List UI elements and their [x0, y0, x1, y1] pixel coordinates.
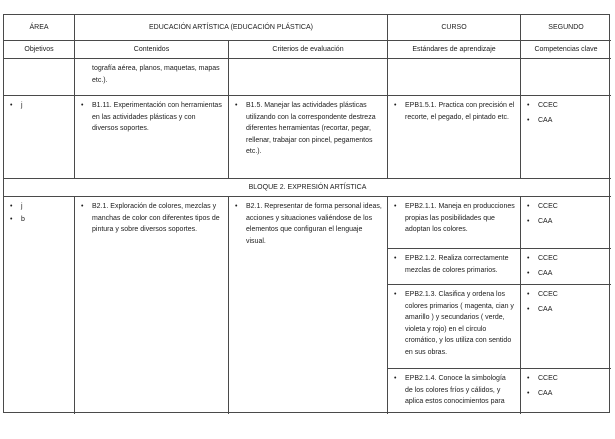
- carryover-estandares-cell: [388, 59, 521, 96]
- header-criterios: Criterios de evaluación: [229, 41, 388, 59]
- b2-contenidos-cell: [75, 197, 229, 414]
- carryover-competencias-cell: [521, 59, 611, 96]
- estandar-cell: [388, 369, 521, 414]
- competencias-cell: [521, 369, 611, 414]
- b1-estandares-cell: [388, 96, 521, 179]
- header-area: ÁREA: [4, 15, 75, 41]
- objetivo-item: • b: [9, 214, 69, 226]
- estandar-item: • EPB2.1.4. Conoce la simbología de los colores fríos y cálidos, y aplica estos conocimientos para: [393, 373, 515, 408]
- estandar-cell: [388, 249, 521, 285]
- b1-objetivos-cell: [4, 96, 75, 179]
- competencia-item: • CCEC: [526, 100, 606, 112]
- header-contenidos: Contenidos: [75, 41, 229, 59]
- carryover-contenidos-text: tografía aérea, planos, maquetas, mapas etc.).: [92, 65, 220, 84]
- objetivo-item: • j: [9, 100, 69, 112]
- criterio-item: • B2.1. Representar de forma personal ideas, acciones y situaciones valiéndose de los elementos que configuran el lenguaje visual.: [234, 201, 382, 247]
- competencias-cell: [521, 285, 611, 369]
- estandar-item: • EPB2.1.2. Realiza correctamente mezclas de colores primarios.: [393, 253, 515, 276]
- competencia-item: • CCEC: [526, 373, 606, 385]
- estandar-item: • EPB2.1.3. Clasifica y ordena los colores primarios ( magenta, cian y amarillo ) y secundarios ( verde, violeta y rojo) en el círculo cromático, y los utiliza con sentido en sus obras.: [393, 289, 515, 358]
- competencias-cell: [521, 197, 611, 249]
- competencia-item: • CCEC: [526, 201, 606, 213]
- curriculum-table: [3, 14, 610, 413]
- estandar-cell: [388, 197, 521, 249]
- carryover-contenidos-cell: [75, 59, 229, 96]
- competencia-item: • CCEC: [526, 289, 606, 301]
- header-nivel: SEGUNDO: [521, 15, 611, 41]
- b1-contenidos-cell: [75, 96, 229, 179]
- criterio-item: • B1.5. Manejar las actividades plásticas utilizando con la correspondente destreza diferentes herramientas (recortar, pegar, rellenar, trabajar con pincel, pegamentos etc.).: [234, 100, 382, 158]
- header-curso: CURSO: [388, 15, 521, 41]
- objetivo-item: • j: [9, 201, 69, 213]
- competencia-item: • CCEC: [526, 253, 606, 265]
- b1-criterios-cell: [229, 96, 388, 179]
- b2-estandares-grid: [388, 197, 611, 414]
- estandar-cell: [388, 285, 521, 369]
- contenido-item: • B2.1. Exploración de colores, mezclas y manchas de color con diferentes tipos de pintura y sobre diversos soportes.: [80, 201, 223, 236]
- estandar-item: • EPB2.1.1. Maneja en producciones propias las posibilidades que adoptan los colores.: [393, 201, 515, 236]
- b2-criterios-cell: [229, 197, 388, 414]
- estandar-item: • EPB1.5.1. Practica con precisión el recorte, el pegado, el pintado etc.: [393, 100, 515, 123]
- header-competencias: Competencias clave: [521, 41, 611, 59]
- contenido-item: • B1.11. Experimentación con herramientas en las actividades plásticas y con diversos soportes.: [80, 100, 223, 135]
- header-objetivos: Objetivos: [4, 41, 75, 59]
- competencia-item: • CAA: [526, 304, 606, 316]
- carryover-criterios-cell: [229, 59, 388, 96]
- header-subject: EDUCACIÓN ARTÍSTICA (EDUCACIÓN PLÁSTICA): [75, 15, 388, 41]
- competencia-item: • CAA: [526, 115, 606, 127]
- header-estandares: Estándares de aprendizaje: [388, 41, 521, 59]
- b2-objetivos-cell: [4, 197, 75, 414]
- competencia-item: • CAA: [526, 388, 606, 400]
- competencias-cell: [521, 249, 611, 285]
- carryover-objetivos-cell: [4, 59, 75, 96]
- competencia-item: • CAA: [526, 268, 606, 280]
- competencia-item: • CAA: [526, 216, 606, 228]
- b1-competencias-cell: [521, 96, 611, 179]
- bloque2-title: BLOQUE 2. EXPRESIÓN ARTÍSTICA: [4, 179, 611, 197]
